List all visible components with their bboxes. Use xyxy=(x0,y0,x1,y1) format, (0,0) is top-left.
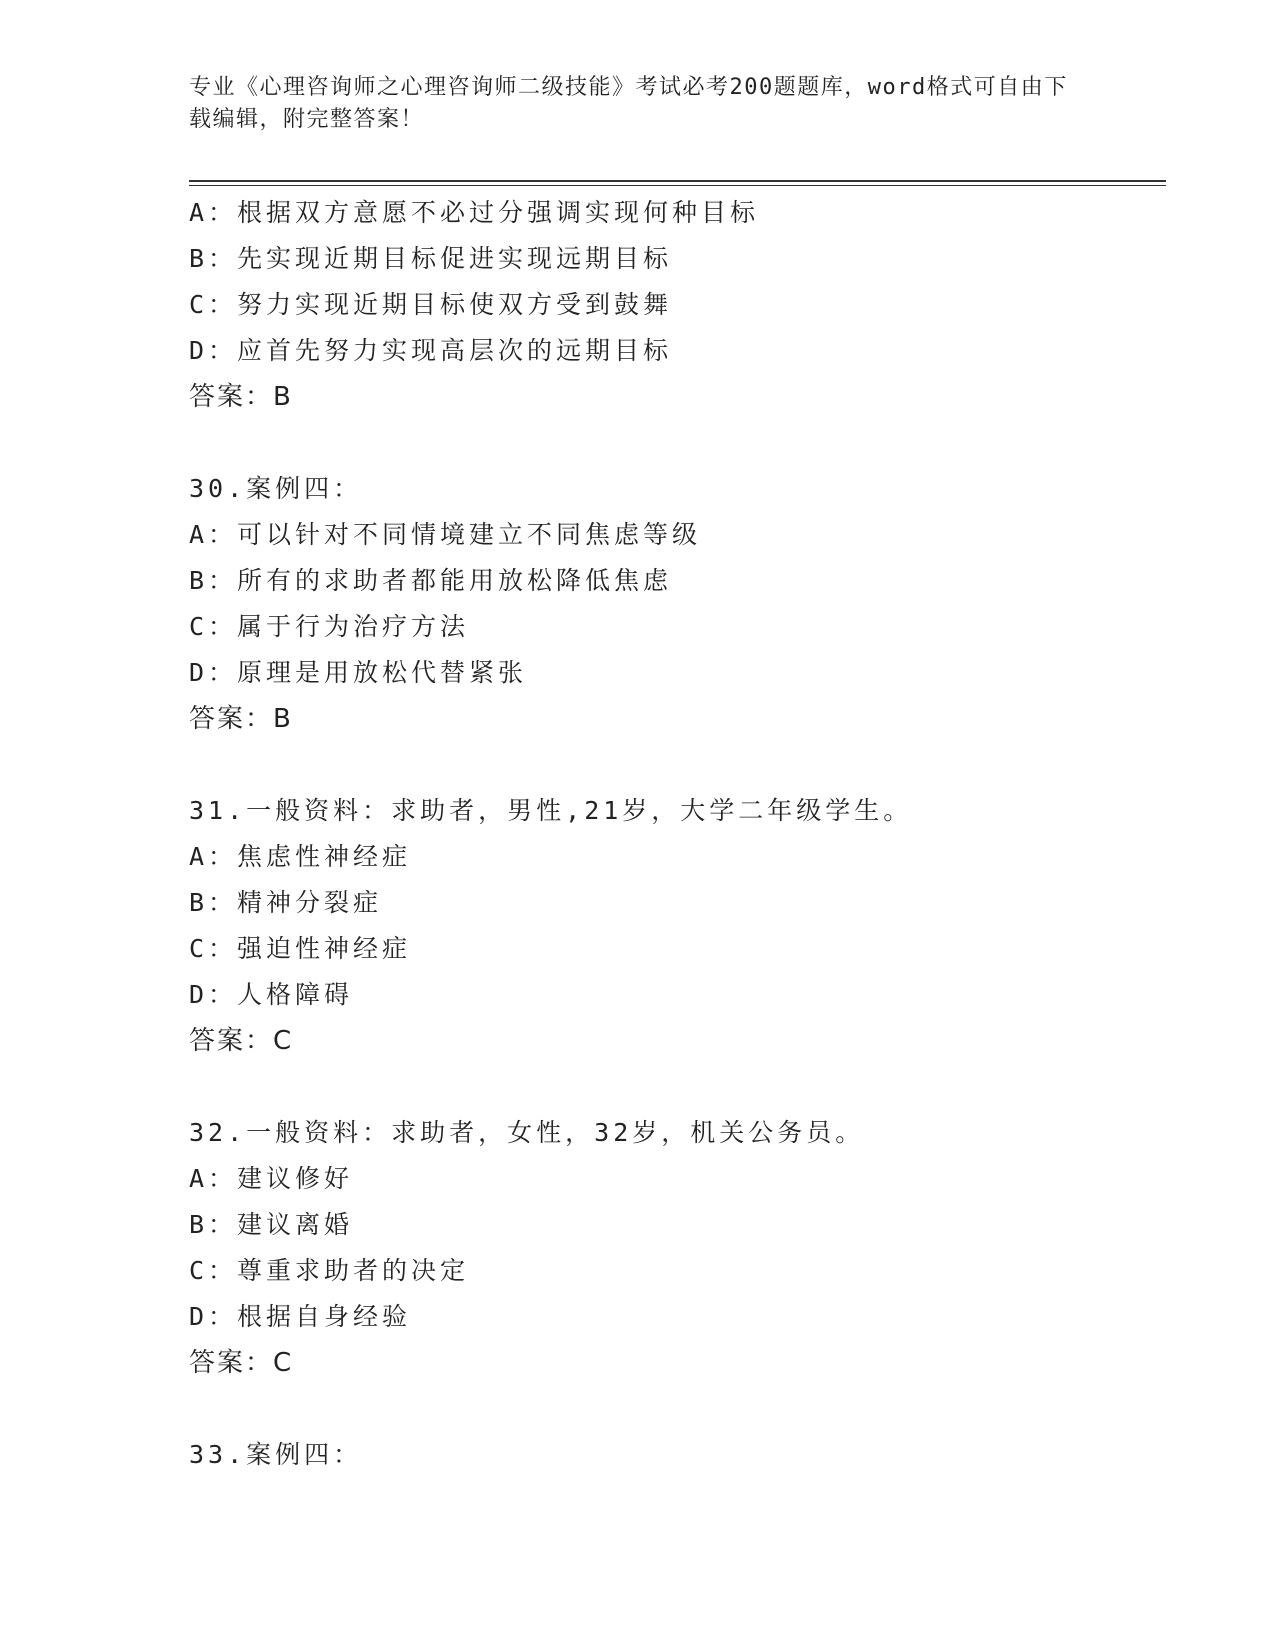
option-a: A：可以针对不同情境建立不同焦虑等级 xyxy=(189,520,702,549)
option-c: C：属于行为治疗方法 xyxy=(189,612,470,641)
question-stem: 33.案例四： xyxy=(189,1440,363,1469)
question-stem: 32.一般资料：求助者，女性，32岁，机关公务员。 xyxy=(189,1118,865,1147)
answer-line: 答案：B xyxy=(189,382,293,412)
option-b: B：建议离婚 xyxy=(189,1210,354,1239)
option-c: C：尊重求助者的决定 xyxy=(189,1256,470,1285)
option-d: D：原理是用放松代替紧张 xyxy=(189,658,528,687)
question-32 xyxy=(189,1110,1149,1386)
spacer xyxy=(189,1386,1149,1432)
option-d: D：根据自身经验 xyxy=(189,1302,412,1331)
answer-line: 答案：B xyxy=(189,704,293,734)
header-rule-thin xyxy=(189,185,1166,186)
option-a: A：根据双方意愿不必过分强调实现何种目标 xyxy=(189,198,760,227)
question-31 xyxy=(189,788,1149,1064)
document-header: 专业《心理咨询师之心理咨询师二级技能》考试必考200题题库，word格式可自由下载编辑，附完整答案！ xyxy=(189,75,1068,132)
spacer xyxy=(189,420,1149,466)
question-30 xyxy=(189,466,1149,742)
answer-line: 答案：C xyxy=(189,1348,294,1378)
option-d: D：应首先努力实现高层次的远期目标 xyxy=(189,336,673,365)
spacer xyxy=(189,1064,1149,1110)
option-b: B：先实现近期目标促进实现远期目标 xyxy=(189,244,673,273)
spacer xyxy=(189,742,1149,788)
question-stem: 31.一般资料：求助者，男性,21岁，大学二年级学生。 xyxy=(189,796,913,825)
question-list xyxy=(189,190,1149,1478)
option-b: B：所有的求助者都能用放松降低焦虑 xyxy=(189,566,673,595)
question-33 xyxy=(189,1432,1149,1478)
option-b: B：精神分裂症 xyxy=(189,888,383,917)
option-c: C：努力实现近期目标使双方受到鼓舞 xyxy=(189,290,673,319)
header-rule-thick xyxy=(189,180,1166,182)
option-d: D：人格障碍 xyxy=(189,980,354,1009)
question-29 xyxy=(189,190,1149,420)
option-a: A：焦虑性神经症 xyxy=(189,842,412,871)
option-c: C：强迫性神经症 xyxy=(189,934,412,963)
question-stem: 30.案例四： xyxy=(189,474,363,503)
answer-line: 答案：C xyxy=(189,1026,294,1056)
option-a: A：建议修好 xyxy=(189,1164,354,1193)
